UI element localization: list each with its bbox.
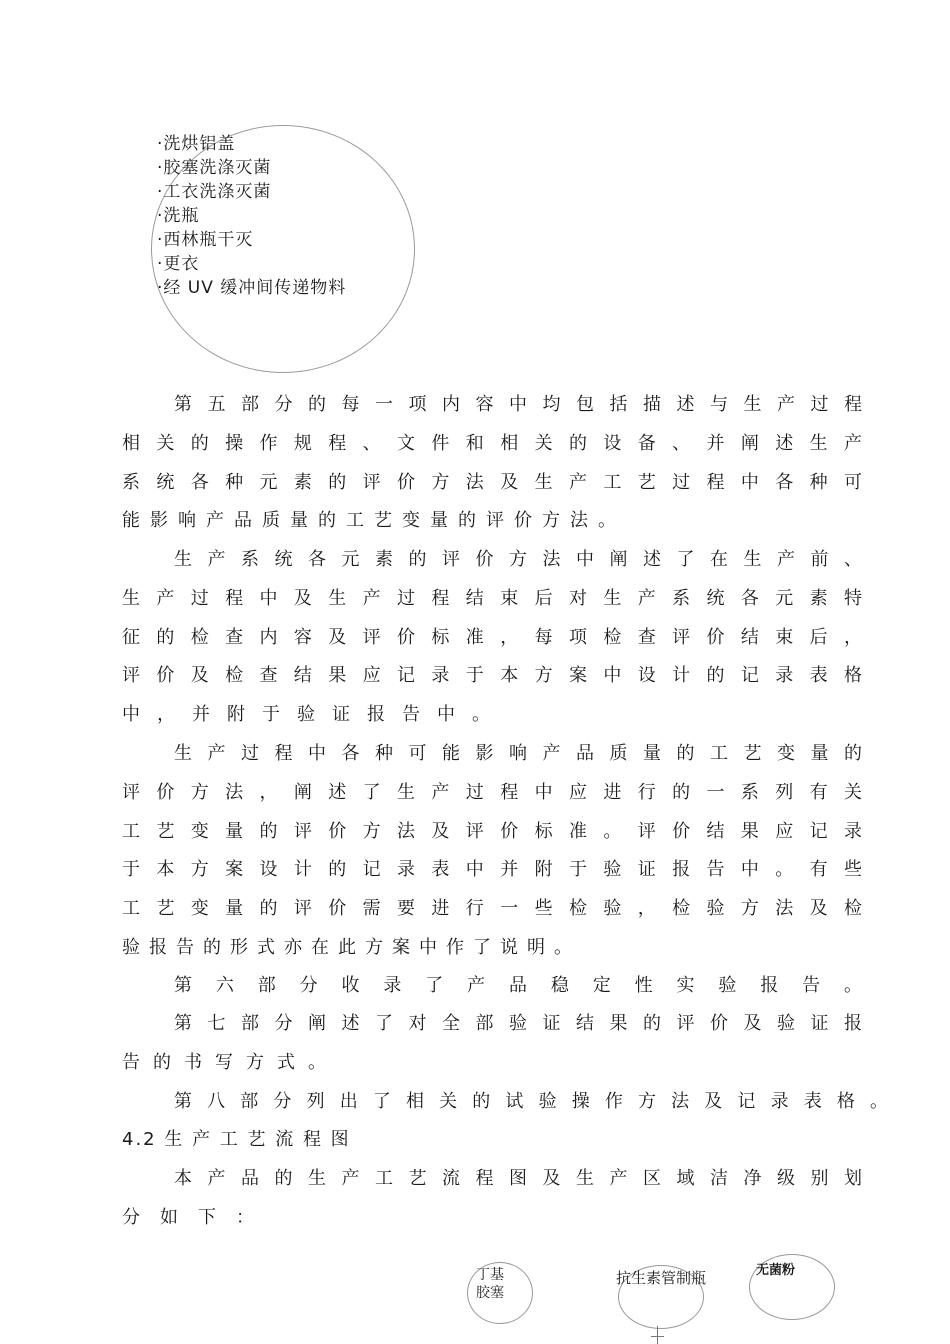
section-heading: 4.2 生 产 工 艺 流 程 图: [122, 1129, 351, 1150]
list-item: ·洗烘铝盖: [157, 134, 236, 154]
paragraph: [122, 1005, 862, 1083]
flow-connector: [657, 1326, 658, 1344]
intro-paragraph: [122, 1160, 862, 1238]
paragraph-line: 相关的操作规程、文件和相关的设备、并阐述生产: [122, 432, 862, 454]
diagram-node-label: [476, 1266, 504, 1302]
diagram-node-label-line: 胶塞: [476, 1285, 504, 1301]
diagram-node-label: 无菌粉: [756, 1263, 796, 1278]
paragraph-line: 工艺变量的评价方法及评价标准。评价结果应记录: [122, 820, 862, 842]
paragraph: [122, 735, 862, 968]
paragraph-line: 第八部分列出了相关的试验操作方法及记录表格。: [174, 1091, 888, 1112]
paragraph-line: 第七部分阐述了对全部验证结果的评价及验证报: [174, 1013, 862, 1034]
diagram-node-label-line: 丁基: [476, 1267, 504, 1283]
intro-line: 本产品的生产工艺流程图及生产区域洁净级别划: [174, 1168, 862, 1189]
list-item: ·胶塞洗涤灭菌: [157, 158, 272, 178]
list-item: ·洗瓶: [157, 206, 200, 226]
diagram-node-label: 抗生素管制瓶: [616, 1269, 707, 1287]
intro-line: 分如下：: [122, 1206, 274, 1228]
paragraph-line: 能影响产品质量的工艺变量的评价方法。: [122, 510, 626, 532]
paragraph: [122, 541, 862, 735]
paragraph-line: 验报告的形式亦在此方案中作了说明。: [122, 936, 581, 958]
paragraph-line: 生产过程中及生产过程结束后对生产系统各元素特: [122, 587, 862, 609]
paragraph-line: 系统各种元素的评价方法及生产工艺过程中各种可: [122, 471, 862, 493]
list-item: ·西林瓶干灭: [157, 230, 254, 250]
list-item: ·更衣: [157, 254, 200, 274]
flow-connector-tick: [651, 1336, 664, 1337]
list-item: ·工衣洗涤灭菌: [157, 182, 272, 202]
paragraph-line: 工艺变量的评价需要进行一些检验，检验方法及检: [122, 898, 862, 920]
paragraph-line: 告的书写方式。: [122, 1051, 339, 1073]
paragraph: [122, 1083, 888, 1122]
paragraph-line: 评价及检查结果应记录于本方案中设计的记录表格: [122, 665, 862, 687]
paragraph-line: 生产系统各元素的评价方法中阐述了在生产前、: [174, 549, 862, 570]
paragraph-line: 评价方法，阐述了生产过程中应进行的一系列有关: [122, 781, 862, 803]
paragraph-line: 中，并附于验证报告中。: [122, 704, 507, 726]
paragraph: [122, 967, 862, 1006]
paragraph-line: 于本方案设计的记录表中并附于验证报告中。有些: [122, 859, 862, 881]
paragraph-line: 征的检查内容及评价标准，每项检查评价结束后，: [122, 626, 862, 648]
paragraph: [122, 386, 862, 541]
paragraph-line: 第六部分收录了产品稳定性实验报告。: [174, 975, 862, 996]
paragraph-line: 第五部分的每一项内容中均包括描述与生产过程: [174, 394, 862, 415]
paragraph-line: 生产过程中各种可能影响产品质量的工艺变量的: [174, 743, 862, 764]
process-area-list: [157, 132, 346, 300]
list-item: ·经 UV 缓冲间传递物料: [157, 278, 347, 298]
